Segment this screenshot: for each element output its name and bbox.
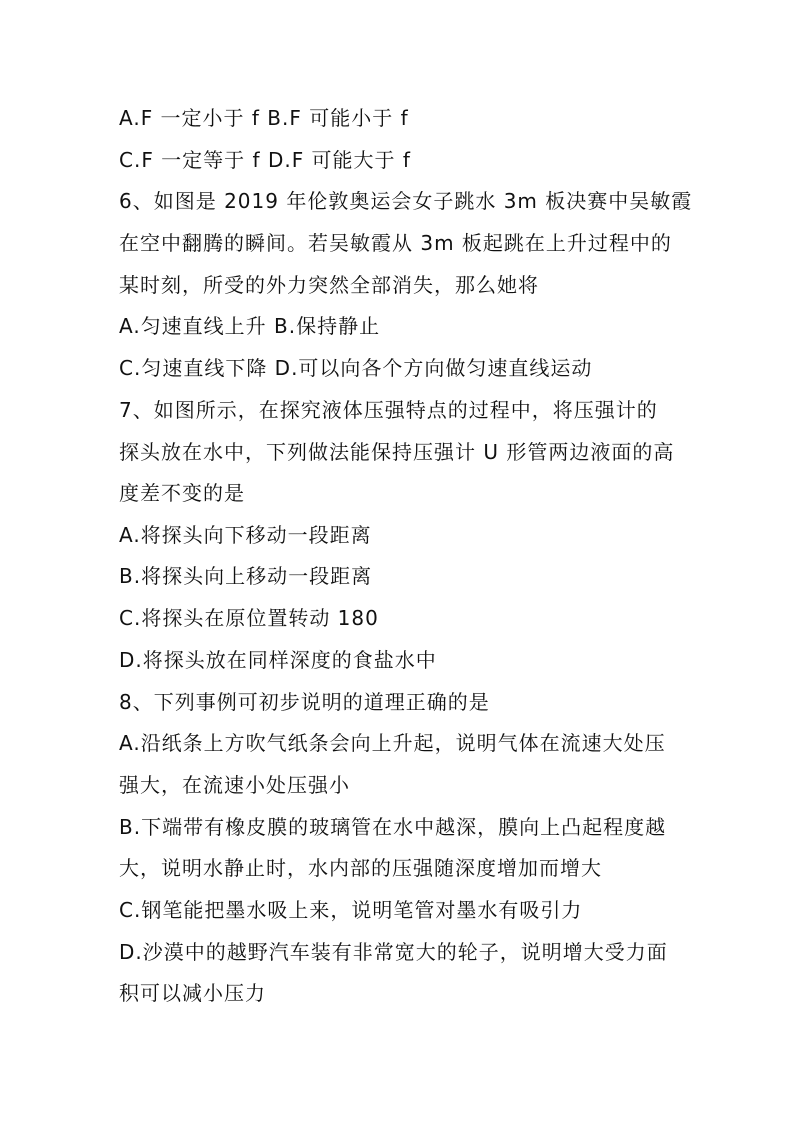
option-line: B.将探头向上移动一段距离 <box>119 564 373 588</box>
option-line: 大，说明水静止时，水内部的压强随深度增加而增大 <box>119 856 602 880</box>
question-6-text: 在空中翻腾的瞬间。若吴敏霞从 3m 板起跳在上升过程中的 <box>119 231 672 255</box>
question-7-text: 7、如图所示，在探究液体压强特点的过程中，将压强计的 <box>119 398 658 422</box>
option-line: A.将探头向下移动一段距离 <box>119 523 372 547</box>
option-line: A.沿纸条上方吹气纸条会向上升起，说明气体在流速大处压 <box>119 731 666 755</box>
option-line: A.F 一定小于 f B.F 可能小于 f <box>119 106 409 130</box>
option-line: C.匀速直线下降 D.可以向各个方向做匀速直线运动 <box>119 356 593 380</box>
question-8-text: 8、下列事例可初步说明的道理正确的是 <box>119 690 490 714</box>
option-line: A.匀速直线上升 B.保持静止 <box>119 314 381 338</box>
question-7-text: 度差不变的是 <box>119 481 245 505</box>
question-7-text: 探头放在水中，下列做法能保持压强计 U 形管两边液面的高 <box>119 440 675 464</box>
question-6-text: 6、如图是 2019 年伦敦奥运会女子跳水 3m 板决赛中吴敏霞 <box>119 189 693 213</box>
option-line: 强大，在流速小处压强小 <box>119 773 350 797</box>
option-line: C.F 一定等于 f D.F 可能大于 f <box>119 148 411 172</box>
option-line: B.下端带有橡皮膜的玻璃管在水中越深，膜向上凸起程度越 <box>119 815 667 839</box>
option-line: C.将探头在原位置转动 180 <box>119 606 379 630</box>
option-line: C.钢笔能把墨水吸上来，说明笔管对墨水有吸引力 <box>119 898 583 922</box>
question-6-text: 某时刻，所受的外力突然全部消失，那么她将 <box>119 273 539 297</box>
option-line: 积可以减小压力 <box>119 981 266 1005</box>
option-line: D.沙漠中的越野汽车装有非常宽大的轮子，说明增大受力面 <box>119 940 668 964</box>
option-line: D.将探头放在同样深度的食盐水中 <box>119 648 437 672</box>
